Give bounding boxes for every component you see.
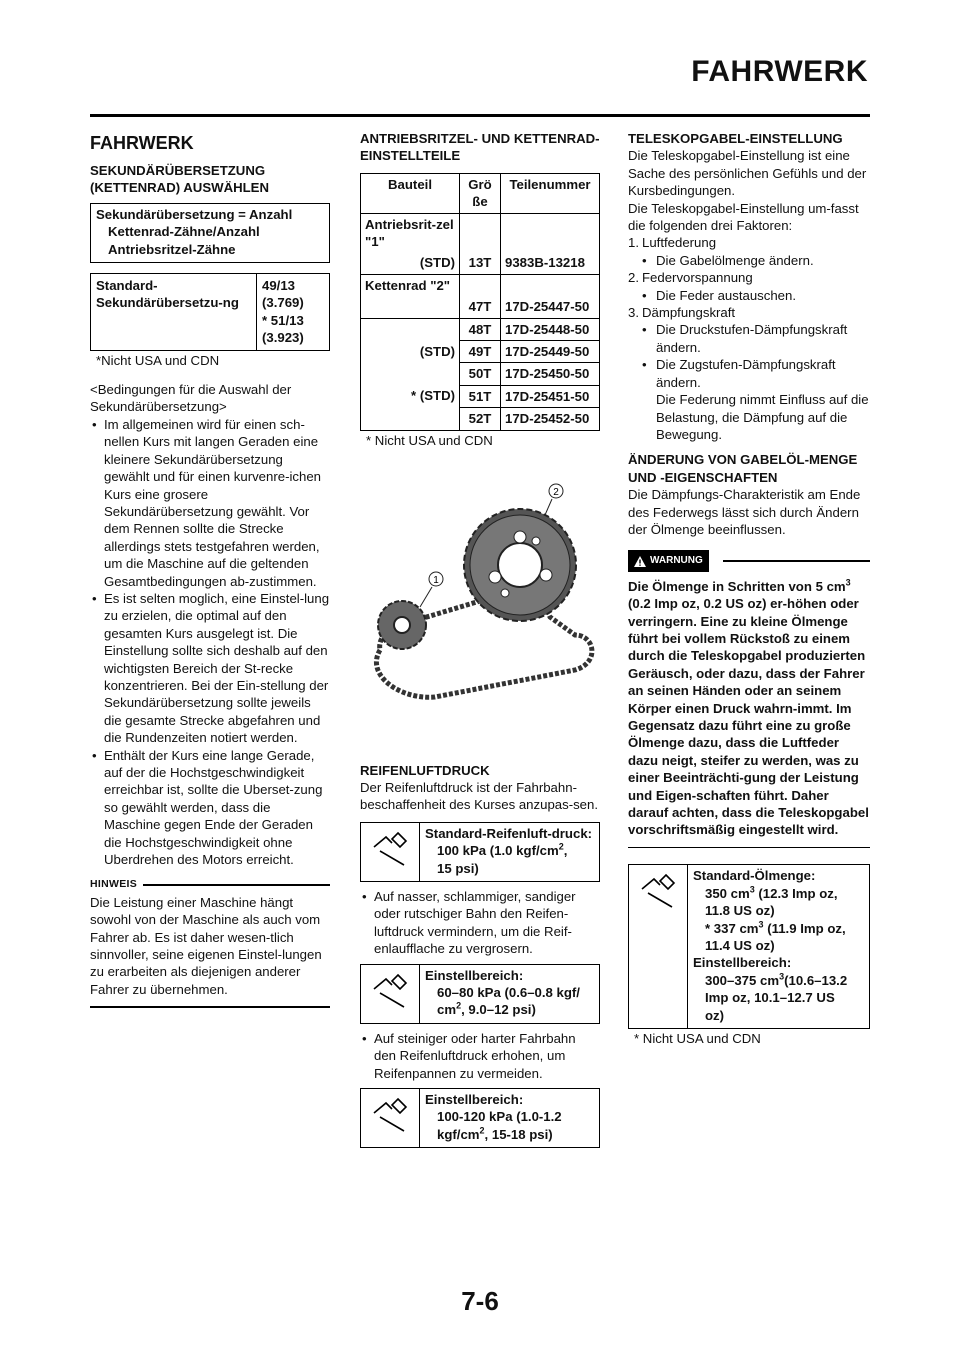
- spec-label: Standard-Ölmenge:: [693, 868, 816, 884]
- spec-value: (10.6–13.2: [784, 972, 848, 988]
- table-header: Bauteil: [361, 173, 460, 213]
- row-size: 48T: [460, 318, 501, 340]
- standard-ratio-label: Standard-Sekundärübersetzu-ng: [91, 274, 257, 350]
- list-num: 3.: [628, 305, 639, 321]
- spec-value: 11.4 US oz): [705, 937, 775, 953]
- spec-value: Imp oz, 10.1–12.7 US: [705, 990, 835, 1006]
- spec-sup: 3: [758, 919, 764, 930]
- front-sprocket-icon: [378, 601, 426, 649]
- subsection-title: SEKUNDÄRÜBERSETZUNG (KETTENRAD) AUSWÄHLEN: [90, 163, 269, 196]
- row-mark: (STD): [361, 252, 460, 274]
- spec-sup: 3: [749, 884, 755, 895]
- warning-part: (0.2 Imp oz, 0.2 US oz) er-höhen oder verringern. Eine zu kleine Ölmenge führt bei vollem Rückstoß zu einem durch die Teleskopgabel produzierten Geräusch, oder dazu, dass der Fahrer an seinen Händen oder an seinem Körper einen Druck wahrn-immt. Im Gegensatz dazu führt eine zu große Ölmenge dazu, dass die Luftfeder dazu neigt, steifer zu werden, was zu einer Beeinträchti-gung der Leistung und Eigen-schaften führt. Daher darauf achten, dass die Teleskopgabel vorschriftsmäßig eingestellt wird.: [628, 596, 869, 838]
- fork-intro-2: Die Teleskopgabel-Einstellung um-fasst die folgenden drei Faktoren:: [628, 200, 859, 234]
- fork-intro-1: Die Teleskopgabel-Einstellung ist eine Sache des persönlichen Gefühls und der Kursbedingungen.: [628, 148, 867, 199]
- table-header: Grö ße: [460, 173, 501, 213]
- table-row: [361, 363, 600, 385]
- parts-title: ANTRIEBSRITZEL- UND KETTENRAD-EINSTELLTEILE: [360, 131, 600, 164]
- spec-sup: 2: [456, 1000, 462, 1011]
- warning-header: [628, 550, 870, 571]
- spec-value: (11.9 Imp oz,: [763, 920, 846, 936]
- spec-value: 350 cm: [705, 885, 750, 901]
- oil-note: * Nicht USA und CDN: [634, 1031, 761, 1046]
- wrench-icon: [638, 871, 678, 911]
- row-part: 17D-25448-50: [501, 318, 600, 340]
- tire-standard-box: [360, 822, 600, 882]
- column-right: [628, 130, 870, 1047]
- tire-intro: Der Reifenluftdruck ist der Fahrbahn-beschaffenheit des Kurses anzupas-sen.: [360, 779, 599, 813]
- spec-value: , 15-18 psi): [484, 1126, 553, 1142]
- standard-ratio-box: [90, 273, 330, 351]
- row-size: 50T: [460, 363, 501, 385]
- standard-ratio-values: [257, 274, 329, 350]
- tire-title: REIFENLUFTDRUCK: [360, 762, 490, 778]
- sprocket-chain-diagram: [360, 475, 600, 749]
- warning-triangle-icon: [634, 556, 646, 567]
- spec-value: cm: [437, 1002, 457, 1018]
- spec-value: 100-120 kPa (1.0-1.2: [437, 1109, 562, 1125]
- parts-table: [360, 173, 600, 431]
- sub-bullet: • Die Gabelölmenge ändern.: [628, 252, 870, 269]
- table-row: [361, 408, 600, 430]
- warning-text: [628, 578, 870, 839]
- list-num: 1.: [628, 235, 639, 251]
- table-header: Teilenummer: [501, 173, 600, 213]
- row-size: 52T: [460, 408, 501, 430]
- spec-sup: 2: [479, 1125, 485, 1136]
- table-row: [361, 341, 600, 363]
- bullet-item: • Auf steiniger oder harter Fahrbahn den Reifenluftdruck erhohen, um Reifenpannen zu vermeiden.: [360, 1030, 600, 1082]
- spec-value: kgf/cm: [437, 1126, 480, 1142]
- table-row: [361, 385, 600, 407]
- wrench-icon: [370, 971, 410, 1011]
- row-part: 9383B-13218: [501, 252, 600, 274]
- wrench-icon: [370, 829, 410, 869]
- list-item: [628, 269, 870, 286]
- oil-spec-box: [628, 864, 870, 1029]
- spec-value: 15 psi): [437, 860, 479, 876]
- formula-line: Kettenrad-Zähne/Anzahl: [108, 224, 260, 240]
- hinweis-header: [90, 876, 330, 893]
- spec-label: Einstellbereich:: [425, 967, 524, 983]
- row-mark: * (STD): [361, 385, 460, 407]
- warning-label: WARNUNG: [650, 555, 703, 567]
- ratio-value: (3.923): [262, 330, 304, 346]
- callout-1-label: 1: [433, 575, 439, 587]
- row-mark: [361, 408, 460, 430]
- spec-value: ,: [563, 843, 568, 859]
- row-mark: (STD): [361, 341, 460, 363]
- warning-part: Die Ölmenge in Schritten von 5 cm: [628, 578, 846, 594]
- rear-sprocket-icon: [464, 509, 576, 621]
- sub-bullet: • Die Zugstufen-Dämpfungskraft ändern.: [628, 356, 870, 391]
- spec-sup: 2: [558, 841, 564, 852]
- page-header-title: FAHRWERK: [691, 55, 868, 88]
- row-part: 17D-25452-50: [501, 408, 600, 430]
- ratio-value: (3.769): [262, 295, 304, 311]
- spec-value: 100 kPa (1.0 kgf/cm: [437, 843, 559, 859]
- list-label: Federvorspannung: [642, 270, 753, 286]
- warning-end-rule: [628, 847, 870, 849]
- spec-value: , 9.0–12 psi): [461, 1002, 536, 1018]
- ratio-value: 49/13: [262, 278, 296, 294]
- conditions-intro: <Bedingungen für die Auswahl der Sekundärübersetzung>: [90, 382, 292, 415]
- row-mark: [361, 363, 460, 385]
- spec-label: Einstellbereich:: [693, 955, 792, 971]
- list-item: [628, 234, 870, 251]
- list-item: [628, 304, 870, 321]
- column-left: [90, 130, 330, 1008]
- spec-value: 300–375 cm: [705, 972, 780, 988]
- row-mark: [361, 318, 460, 340]
- row-size: 47T: [460, 296, 501, 318]
- hinweis-text: Die Leistung einer Maschine hängt sowohl von der Maschine als auch vom Fahrer ab. Es ist daher wesen-tlich sinnvoller, seine eigenen Einstel-lungen zu erarbeiten als diejenigen anderer Fahrer zu übernehmen.: [90, 894, 322, 997]
- wrench-icon: [370, 1095, 410, 1135]
- formula-box: [90, 203, 330, 263]
- bullet-item: • Es ist selten moglich, eine Einstel-lung zu erzielen, die optimal auf den gesamten Kurs ausgelegt ist. Die Einstellung sollte sich deshalb auf den wichtigsten Bereich der St-recke konzentrieren. Bei der Ein-stellung der Sekundärübersetzung sollte jeweils die gesamte Strecke abgefahren und die Rundenzeiten notiert werden.: [90, 590, 330, 747]
- sub-bullet: • Die Druckstufen-Dämpfungskraft ändern.: [628, 321, 870, 356]
- spec-value: * 337 cm: [705, 920, 759, 936]
- oil-title: ÄNDERUNG VON GABELÖL-MENGE UND -EIGENSCHAFTEN: [628, 452, 858, 485]
- list-label: Luftfederung: [642, 235, 717, 251]
- column-middle: [360, 130, 600, 1148]
- table-row: [361, 296, 600, 318]
- warning-sup: 3: [845, 577, 851, 588]
- section-title: FAHRWERK: [90, 133, 194, 153]
- row-size: 51T: [460, 385, 501, 407]
- spec-sup: 3: [779, 971, 785, 982]
- ratio-value: * 51/13: [262, 312, 304, 328]
- group-name: Kettenrad "2": [361, 274, 460, 296]
- row-part: 17D-25447-50: [501, 296, 600, 318]
- header-rule: [90, 114, 870, 117]
- table-row: [361, 252, 600, 274]
- hinweis-label: HINWEIS: [90, 878, 138, 891]
- spec-label: Standard-Reifenluft-druck:: [425, 825, 593, 841]
- spec-value: 60–80 kPa (0.6–0.8 kgf/: [437, 984, 580, 1000]
- formula-line: Antriebsritzel-Zähne: [108, 241, 236, 257]
- row-part: 17D-25449-50: [501, 341, 600, 363]
- list-label: Dämpfungskraft: [642, 305, 736, 321]
- fork-title: TELESKOPGABEL-EINSTELLUNG: [628, 131, 843, 146]
- spec-value: (12.3 Imp oz,: [754, 885, 838, 901]
- oil-text: Die Dämpfungs-Charakteristik am Ende des Federwegs lässt sich durch Ändern der Ölmenge beeinflussen.: [628, 487, 861, 537]
- list-num: 2.: [628, 270, 639, 286]
- sub-bullet: • Die Feder austauschen.: [628, 287, 870, 304]
- row-size: 13T: [460, 252, 501, 274]
- table-row: [361, 318, 600, 340]
- spec-value: oz): [705, 1007, 725, 1023]
- row-size: 49T: [460, 341, 501, 363]
- extra-note: Die Federung nimmt Einfluss auf die Belastung, die Dämpfung auf die Bewegung.: [656, 392, 869, 442]
- bullet-item: • Enthält der Kurs eine lange Gerade, auf der die Hochstgeschwindigkeit erreichbar ist, sollte die Uberset-zung so gewählt werden, dass die Maschine gegen Ende der Geraden die Hochstgeschwindigkeit ohne Uberdrehen des Motors erreicht.: [90, 747, 330, 869]
- group-name: Antriebsrit-zel "1": [361, 213, 460, 252]
- spec-value: 11.8 US oz): [705, 903, 775, 919]
- row-part: 17D-25450-50: [501, 363, 600, 385]
- page-number: 7-6: [461, 1286, 499, 1316]
- tire-range-box-2: [360, 1088, 600, 1148]
- tire-range-box-1: [360, 964, 600, 1024]
- bullet-item: • Im allgemeinen wird für einen sch-nellen Kurs mit langen Geraden eine kleinere Sekundärübersetzung gewählt und für einen kurvenre-ichen Kurs eine grosere Sekundärübersetzung gewählt. Vor dem Rennen sollte die Strecke allerdings stets testgefahren werden, um die Maschine auf die geltenden Gesamtbedingungen ab-zustimmen.: [90, 416, 330, 590]
- ratio-note: *Nicht USA und CDN: [96, 352, 220, 368]
- row-part: 17D-25451-50: [501, 385, 600, 407]
- row-mark: [361, 296, 460, 318]
- warning-badge: [628, 550, 709, 571]
- bullet-item: • Auf nasser, schlammiger, sandiger oder rutschiger Bahn den Reifen-luftdruck vermindern, um die Reif-enlaufflache zu vergrosern.: [360, 888, 600, 958]
- table-note: * Nicht USA und CDN: [366, 432, 493, 448]
- hinweis-end-rule: [90, 1006, 330, 1008]
- formula-line: Sekundärübersetzung = Anzahl: [96, 206, 293, 222]
- spec-label: Einstellbereich:: [425, 1092, 524, 1107]
- callout-2-label: 2: [553, 487, 559, 499]
